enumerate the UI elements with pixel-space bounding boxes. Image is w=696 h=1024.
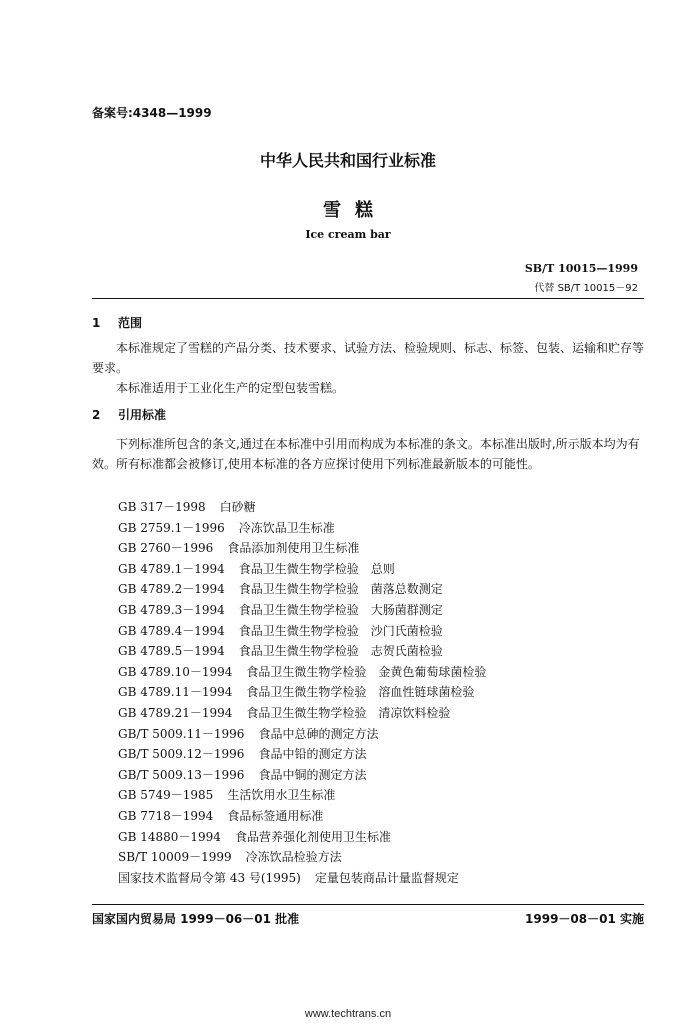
list-item bbox=[118, 497, 486, 518]
reference-name: 食品卫生微生物学检验 志贺氏菌检验 bbox=[238, 644, 443, 659]
reference-code: GB 4789.2－1994 bbox=[118, 582, 225, 597]
reference-name: 定量包装商品计量监督规定 bbox=[314, 870, 459, 885]
section-2-paragraph-1: 下列标准所包含的条文,通过在本标准中引用而构成为本标准的条文。本标准出版时,所示版本均为有效。所有标准都会被修订,使用本标准的各方应探讨使用下列标准最新版本的可能性。 bbox=[92, 437, 640, 471]
reference-name: 食品卫生微生物学检验 清凉饮料检验 bbox=[246, 705, 451, 720]
reference-name: 食品标签通用标准 bbox=[227, 808, 324, 823]
list-item bbox=[118, 579, 486, 600]
list-item bbox=[118, 744, 486, 765]
reference-code: GB 4789.11－1994 bbox=[118, 685, 233, 700]
list-item bbox=[118, 518, 486, 539]
document-title: 雪糕 bbox=[323, 200, 387, 221]
reference-code: GB 14880－1994 bbox=[118, 829, 221, 844]
reference-name: 冷冻饮品卫生标准 bbox=[238, 520, 335, 535]
header-divider bbox=[92, 298, 644, 299]
list-item bbox=[118, 724, 486, 745]
reference-code: SB/T 10009－1999 bbox=[118, 850, 232, 865]
list-item bbox=[118, 621, 486, 642]
reference-name: 生活饮用水卫生标准 bbox=[227, 788, 336, 803]
filing-number: 备案号:4348—1999 bbox=[92, 106, 212, 120]
footer-url: www.techtrans.cn bbox=[304, 1008, 392, 1020]
section-title: 范围 bbox=[118, 316, 143, 330]
approval-line: 国家国内贸易局 1999－06－01 批准 bbox=[92, 912, 300, 926]
list-item bbox=[118, 868, 486, 889]
referenced-standards-list bbox=[118, 497, 486, 888]
reference-code: GB 4789.1－1994 bbox=[118, 561, 225, 576]
reference-name: 食品卫生微生物学检验 溶血性链球菌检验 bbox=[246, 685, 475, 700]
list-item bbox=[118, 600, 486, 621]
section-1-paragraph-1: 本标准规定了雪糕的产品分类、技术要求、试验方法、检验规则、标志、标签、包装、运输和贮存等要求。 bbox=[92, 341, 645, 375]
reference-name: 食品卫生微生物学检验 大肠菌群测定 bbox=[238, 602, 443, 617]
section-2-heading bbox=[92, 406, 166, 423]
reference-name: 食品卫生微生物学检验 金黄色葡萄球菌检验 bbox=[246, 664, 487, 679]
reference-code: GB/T 5009.11－1996 bbox=[118, 726, 245, 741]
reference-code: GB 7718－1994 bbox=[118, 808, 214, 823]
reference-code: 国家技术监督局令第 43 号(1995) bbox=[118, 870, 301, 885]
implementation-date: 1999－08－01 实施 bbox=[525, 912, 644, 926]
reference-code: GB 4789.21－1994 bbox=[118, 705, 233, 720]
list-item bbox=[118, 806, 486, 827]
reference-code: GB/T 5009.12－1996 bbox=[118, 747, 245, 762]
issuing-org-heading: 中华人民共和国行业标准 bbox=[259, 151, 436, 170]
reference-name: 食品中铅的测定方法 bbox=[258, 747, 367, 762]
reference-code: GB 317－1998 bbox=[118, 500, 206, 514]
reference-code: GB 4789.10－1994 bbox=[118, 664, 233, 679]
standard-number: SB/T 10015—1999 bbox=[524, 262, 638, 275]
reference-name: 食品营养强化剂使用卫生标准 bbox=[234, 829, 391, 844]
reference-name: 冷冻饮品检验方法 bbox=[245, 850, 342, 865]
reference-name: 白砂糖 bbox=[219, 500, 256, 514]
list-item bbox=[118, 703, 486, 724]
section-number: 2 bbox=[92, 408, 101, 422]
reference-name: 食品中铜的测定方法 bbox=[258, 767, 367, 782]
reference-code: GB 4789.4－1994 bbox=[118, 623, 225, 638]
list-item bbox=[118, 662, 486, 683]
list-item bbox=[118, 827, 486, 848]
document-subtitle-english: Ice cream bar bbox=[305, 228, 391, 241]
reference-code: GB 4789.5－1994 bbox=[118, 644, 225, 659]
reference-name: 食品卫生微生物学检验 菌落总数测定 bbox=[238, 582, 443, 597]
reference-name: 食品卫生微生物学检验 总则 bbox=[238, 561, 395, 576]
reference-code: GB 4789.3－1994 bbox=[118, 602, 225, 617]
list-item bbox=[118, 641, 486, 662]
list-item bbox=[118, 847, 486, 868]
reference-code: GB 2759.1－1996 bbox=[118, 520, 225, 535]
reference-name: 食品中总砷的测定方法 bbox=[258, 726, 379, 741]
section-title: 引用标准 bbox=[118, 408, 167, 422]
reference-code: GB 5749－1985 bbox=[118, 788, 214, 803]
section-number: 1 bbox=[92, 316, 101, 330]
section-1-heading bbox=[92, 314, 142, 331]
list-item bbox=[118, 785, 486, 806]
list-item bbox=[118, 538, 486, 559]
footer-divider bbox=[92, 904, 644, 905]
list-item bbox=[118, 559, 486, 580]
reference-code: GB/T 5009.13－1996 bbox=[118, 767, 245, 782]
reference-name: 食品卫生微生物学检验 沙门氏菌检验 bbox=[238, 623, 443, 638]
list-item bbox=[118, 682, 486, 703]
reference-code: GB 2760－1996 bbox=[118, 541, 214, 556]
replaces-standard: 代替 SB/T 10015－92 bbox=[534, 283, 638, 294]
section-1-paragraph-2: 本标准适用于工业化生产的定型包装雪糕。 bbox=[116, 381, 345, 395]
list-item bbox=[118, 765, 486, 786]
reference-name: 食品添加剂使用卫生标准 bbox=[227, 541, 360, 556]
